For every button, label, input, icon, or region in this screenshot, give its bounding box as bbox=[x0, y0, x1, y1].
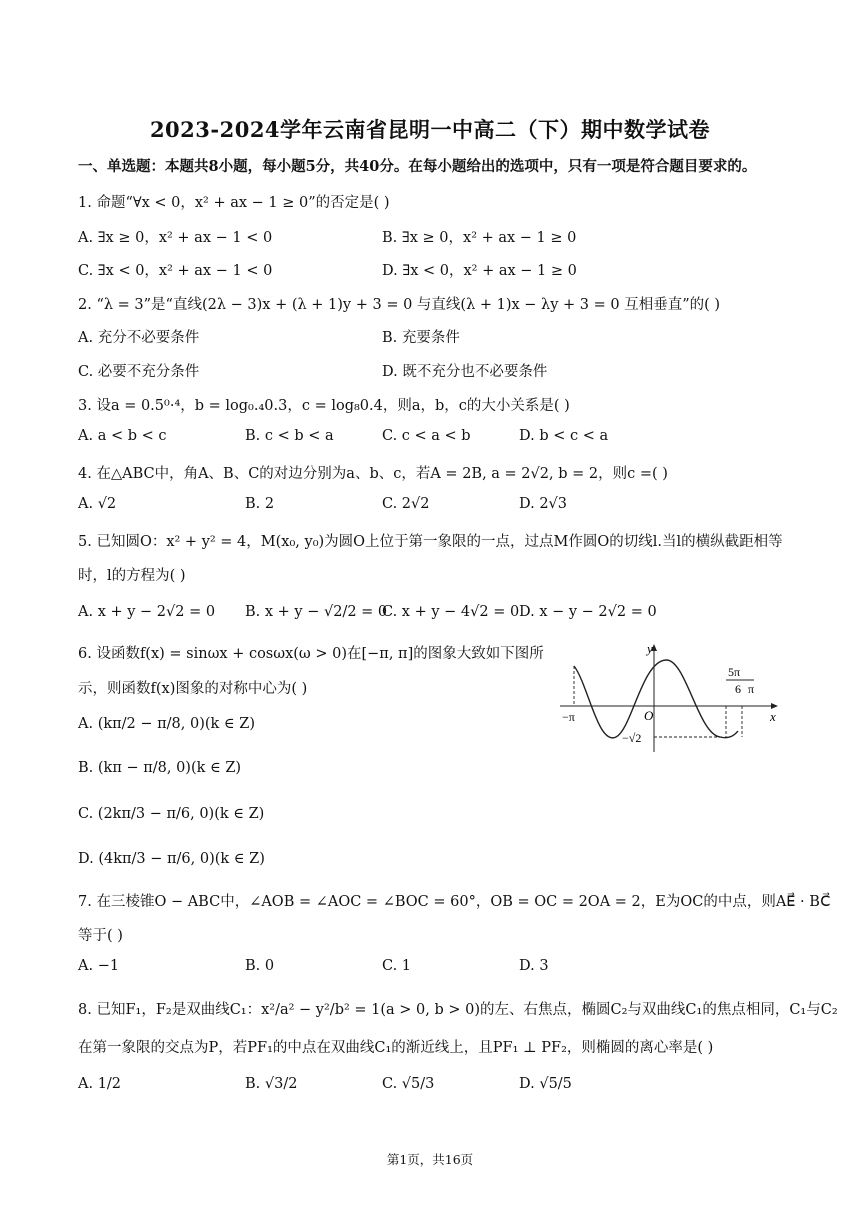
question-8-option-c: C. √5/3 bbox=[382, 1076, 435, 1092]
question-4-option-d: D. 2√3 bbox=[519, 496, 568, 512]
question-5-option-d: D. x − y − 2√2 = 0 bbox=[519, 604, 657, 620]
neg-pi-label: −π bbox=[562, 710, 575, 724]
page-footer: 第1页，共16页 bbox=[386, 1152, 474, 1167]
question-8-option-a: A. 1/2 bbox=[78, 1076, 122, 1092]
question-2-option-d: D. 既不充分也不必要条件 bbox=[382, 364, 548, 380]
question-3-option-c: C. c < a < b bbox=[382, 428, 471, 444]
question-7-option-a: A. −1 bbox=[78, 958, 120, 974]
question-6-option-c: C. (2kπ/3 − π/6, 0)(k ∈ Z) bbox=[78, 806, 265, 822]
question-1-option-d: D. ∃x < 0，x² + ax − 1 ≥ 0 bbox=[382, 263, 577, 279]
question-7-option-c: C. 1 bbox=[382, 958, 412, 974]
question-8-option-b: B. √3/2 bbox=[245, 1076, 298, 1092]
question-1-option-b: B. ∃x ≥ 0，x² + ax − 1 ≥ 0 bbox=[382, 230, 577, 246]
origin-label: O bbox=[644, 708, 654, 723]
min-value-label: −√2 bbox=[622, 731, 642, 745]
question-6-option-d: D. (4kπ/3 − π/6, 0)(k ∈ Z) bbox=[78, 851, 265, 867]
section-heading: 一、单选题：本题共8小题，每小题5分，共40分。在每小题给出的选项中，只有一项是符合题目要求的。 bbox=[78, 158, 757, 175]
question-2-stem: 2. “λ = 3”是“直线(2λ − 3)x + (λ + 1)y + 3 = 0 与直线(λ + 1)x − λy + 3 = 0 互相垂直”的( ) bbox=[78, 297, 721, 313]
question-8-option-d: D. √5/5 bbox=[519, 1076, 572, 1092]
question-7-option-b: B. 0 bbox=[245, 958, 275, 974]
question-4-option-b: B. 2 bbox=[245, 496, 275, 512]
question-6-option-a: A. (kπ/2 − π/8, 0)(k ∈ Z) bbox=[78, 716, 256, 732]
question-5-stem-line-2: 时，l的方程为( ) bbox=[78, 568, 186, 584]
question-6-stem-line-2: 示，则函数f(x)图象的对称中心为( ) bbox=[78, 681, 308, 697]
question-1-stem: 1. 命题“∀x < 0，x² + ax − 1 ≥ 0”的否定是( ) bbox=[78, 195, 390, 211]
question-7-stem-line-1: 7. 在三棱锥O − ABC中，∠AOB = ∠AOC = ∠BOC = 60°，OB = OC = 2OA = 2，E为OC的中点，则AE⃗ · BC⃗ bbox=[78, 894, 831, 910]
question-3-stem: 3. 设a = 0.5⁰·⁴，b = log₀.₄0.3，c = log₈0.4，则a，b，c的大小关系是( ) bbox=[78, 398, 570, 414]
question-5-option-c: C. x + y − 4√2 = 0 bbox=[382, 604, 520, 620]
question-2-option-b: B. 充要条件 bbox=[382, 330, 460, 346]
y-axis-label: y bbox=[647, 641, 653, 656]
question-5-option-b: B. x + y − √2/2 = 0 bbox=[245, 604, 388, 620]
question-3-option-a: A. a < b < c bbox=[78, 428, 167, 444]
question-1-option-c: C. ∃x < 0，x² + ax − 1 < 0 bbox=[78, 263, 273, 279]
six-label: 6 bbox=[735, 682, 741, 696]
question-3-option-d: D. b < c < a bbox=[519, 428, 609, 444]
page-title: 2023-2024学年云南省昆明一中高二（下）期中数学试卷 bbox=[149, 117, 711, 142]
question-1-option-a: A. ∃x ≥ 0，x² + ax − 1 < 0 bbox=[78, 230, 273, 246]
question-2-option-c: C. 必要不充分条件 bbox=[78, 364, 200, 380]
sine-curve bbox=[574, 660, 741, 738]
question-2-option-a: A. 充分不必要条件 bbox=[78, 330, 200, 346]
question-8-stem-line-1: 8. 已知F₁，F₂是双曲线C₁：x²/a² − y²/b² = 1(a > 0, b > 0)的左、右焦点，椭圆C₂与双曲线C₁的焦点相同，C₁与C₂ bbox=[78, 1002, 838, 1018]
question-5-stem-line-1: 5. 已知圆O：x² + y² = 4，M(x₀, y₀)为圆O上位于第一象限的一点，过点M作圆O的切线l.当l的横纵截距相等 bbox=[78, 534, 783, 550]
question-7-option-d: D. 3 bbox=[519, 958, 549, 974]
question-6-stem-line-1: 6. 设函数f(x) = sinωx + cosωx(ω > 0)在[−π, π]的图象大致如下图所 bbox=[78, 646, 544, 662]
question-8-stem-line-2: 在第一象限的交点为P，若PF₁的中点在双曲线C₁的渐近线上，且PF₁ ⊥ PF₂，则椭圆的离心率是( ) bbox=[78, 1040, 714, 1056]
question-3-option-b: B. c < b < a bbox=[245, 428, 334, 444]
function-graph-figure bbox=[558, 636, 784, 754]
question-4-option-c: C. 2√2 bbox=[382, 496, 430, 512]
question-7-stem-line-2: 等于( ) bbox=[78, 928, 123, 944]
five-pi-label: 5π bbox=[728, 665, 741, 679]
question-6-option-b: B. (kπ − π/8, 0)(k ∈ Z) bbox=[78, 760, 242, 776]
pi-label: π bbox=[748, 682, 755, 696]
question-5-option-a: A. x + y − 2√2 = 0 bbox=[78, 604, 216, 620]
question-4-stem: 4. 在△ABC中，角A、B、C的对边分别为a、b、c，若A = 2B, a = 2√2, b = 2，则c =( ) bbox=[78, 466, 668, 482]
question-4-option-a: A. √2 bbox=[78, 496, 117, 512]
x-axis-label: x bbox=[770, 709, 776, 724]
